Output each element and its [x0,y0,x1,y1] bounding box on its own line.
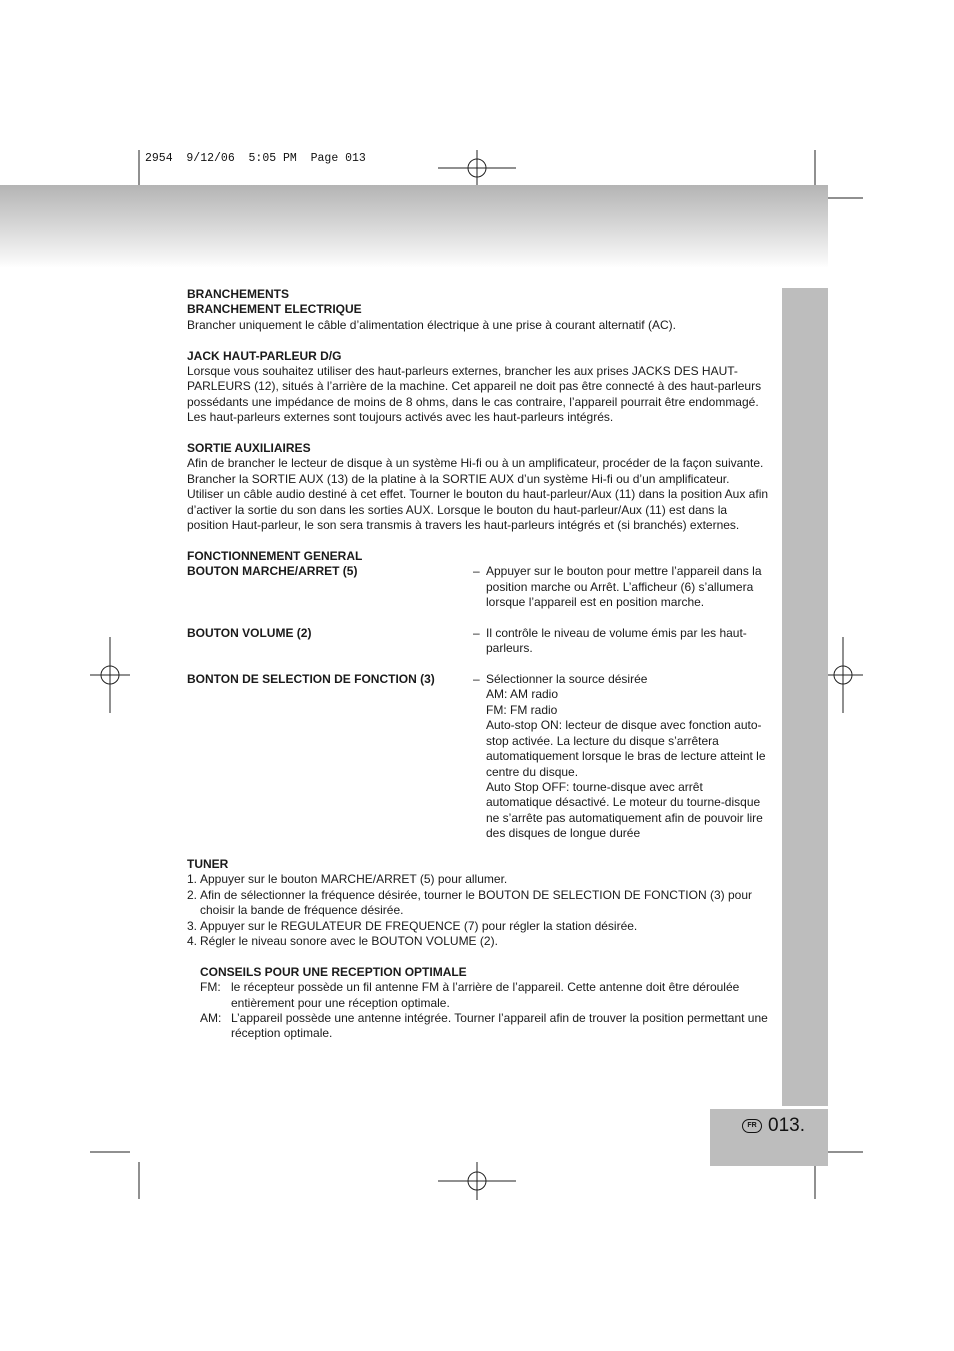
step-number: 3. [187,918,198,933]
control-list [187,564,769,841]
spacer [187,610,769,625]
paragraph: Brancher uniquement le câble d’alimentation électrique à une prise à courant alternatif (AC). [187,317,676,332]
control-label: BOUTON VOLUME (2) [187,625,312,640]
section-title: JACK HAUT-PARLEUR D/G [187,348,342,363]
description-text [486,626,769,657]
control-description [473,672,769,841]
section-title: SORTIE AUXILIAIRES [187,441,311,456]
header-band [0,185,828,268]
step-item [187,934,769,949]
description-line: FM: FM radio [486,702,558,717]
control-row [187,672,769,841]
control-description [473,626,769,657]
control-label: BOUTON MARCHE/ARRET (5) [187,564,358,579]
tip-band: AM: [200,1010,222,1025]
side-bar [782,288,828,1106]
tips-title: CONSEILS POUR UNE RECEPTION OPTIMALE [200,964,467,979]
description-line: Il contrôle le niveau de volume émis par les haut-parleurs. [486,625,747,656]
description-line: Sélectionner la source désirée [486,672,648,687]
step-text: Appuyer sur le REGULATEUR DE FREQUENCE (7) pour régler la station désirée. [200,918,638,933]
control-row [187,564,769,610]
print-slug: 2954 9/12/06 5:05 PM Page 013 [145,152,366,165]
dash: – [473,625,480,640]
step-text: Appuyer sur le bouton MARCHE/ARRET (5) pour allumer. [200,872,508,887]
tips-list [200,980,769,1042]
dash: – [473,672,480,687]
description-text [486,564,769,610]
step-item [187,872,769,887]
page-number-text: 013. [768,1115,805,1136]
step-number: 1. [187,872,198,887]
control-description [473,564,769,610]
step-item [187,919,769,934]
dash: – [473,564,480,579]
spacer [187,657,769,672]
tuner-steps [187,872,769,949]
page-number [742,1115,805,1137]
section-title: FONCTIONNEMENT GENERAL [187,548,363,563]
step-number: 4. [187,933,198,948]
description-text [486,672,769,841]
paragraph: Afin de brancher le lecteur de disque à un système Hi-fi ou à un amplificateur, procéder de la façon suivante. Brancher la SORTIE AUX (13) de la platine à la SORTIE AUX d’un système Hi-fi ou d’un amplificateur. Utiliser un câble audio destiné à cet effet. Tourner le bouton du haut-parleur/Aux (11) dans la position Aux afin d’activer la sortie du son dans les sorties AUX. Lorsque le bouton du haut-parleur/Aux (11) est dans la position Haut-parleur, le son sera transmis à travers les haut-parleurs intégrés et (si branchés) externes. [187,456,769,533]
description-line: Auto Stop OFF: tourne-disque avec arrêt automatique désactivé. Le moteur du tourne-disque ne s’arrête pas automatiquement afin de pouvoir lire des disques de longue durée [486,779,763,841]
description-line: Appuyer sur le bouton pour mettre l’appareil dans la position marche ou Arrêt. L’afficheur (6) s’allumera lorsque l’appareil est en position marche. [486,564,762,610]
control-label: BONTON DE SELECTION DE FONCTION (3) [187,672,435,687]
content [187,287,769,1042]
description-line: AM: AM radio [486,687,559,702]
section-subtitle: BRANCHEMENT ELECTRIQUE [187,302,362,317]
tip-band: FM: [200,980,221,995]
step-text: Régler le niveau sonore avec le BOUTON VOLUME (2). [200,933,498,948]
tip-text: le récepteur possède un fil antenne FM à l’arrière de l’appareil. Cette antenne doit être déroulée entièrement pour une réception optimale. [231,980,740,1010]
section-title: TUNER [187,856,229,871]
control-row [187,626,769,657]
tips-block [200,965,769,1042]
tip-item [200,1011,769,1042]
step-item [187,888,769,919]
paragraph: Lorsque vous souhaitez utiliser des haut-parleurs externes, brancher les aux prises JACKS DES HAUT-PARLEURS (12), situés à l’arrière de la machine. Cet appareil ne doit pas être connecté à des haut-parleurs possédants une impédance de moins de 8 ohms, dans le cas contraire, l’appareil pourrait être endommagé. Les haut-parleurs externes sont toujours activés avec les haut-parleurs intégrés. [187,364,762,425]
description-line: Auto-stop ON: lecteur de disque avec fonction auto-stop activée. La lecture du disque s’arrêtera automatiquement lorsque le bras de lecture atteint le centre du disque. [486,718,766,779]
tip-text: L’appareil possède une antenne intégrée. Tourner l’appareil afin de trouver la position permettant une réception optimale. [231,1010,768,1041]
section-title: BRANCHEMENTS [187,287,289,301]
tip-item [200,980,769,1011]
step-number: 2. [187,887,198,902]
step-text: Afin de sélectionner la fréquence désirée, tourner le BOUTON DE SELECTION DE FONCTION (3) pour choisir la bande de fréquence désirée. [200,887,752,918]
language-badge: FR [742,1119,762,1133]
